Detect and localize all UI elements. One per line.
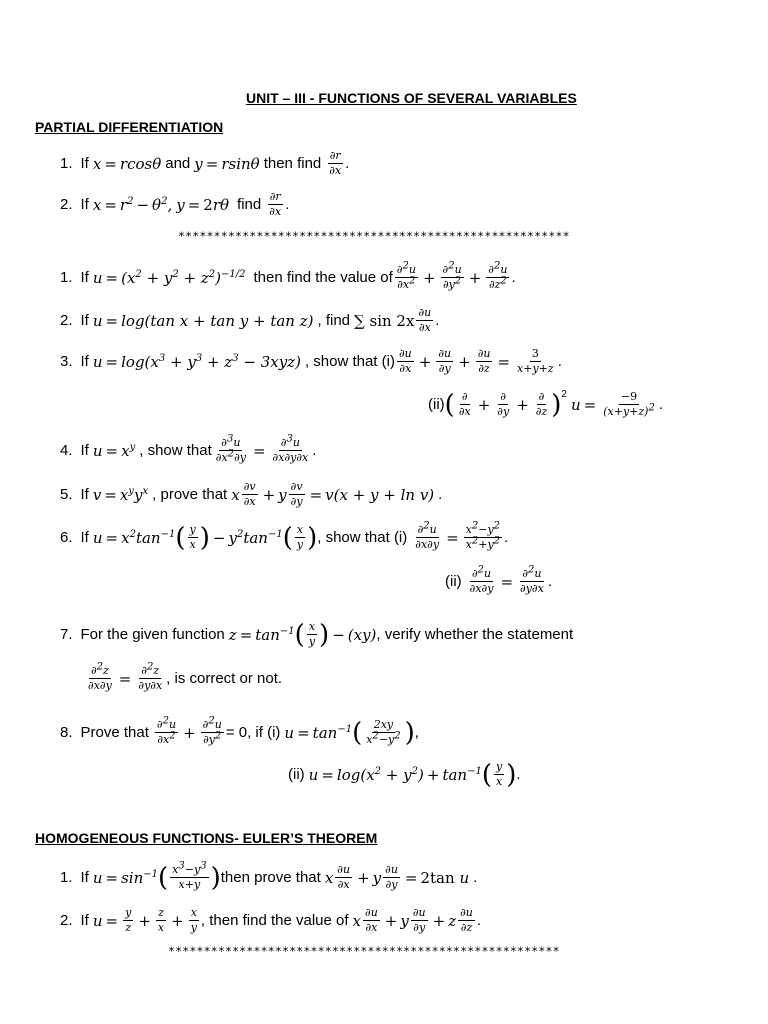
word-prove-that: , prove that: [152, 485, 228, 503]
question-number: 2.: [60, 311, 73, 329]
question-h1: 1. If u = $\sin^{-1}$ ( $\frac{x^3-y^3}{x+y}$ ) then prove that x $\frac{\partial u}{\partial x}$ + y $\frac{\partial u}{\partial y}$ = 2tan u .: [60, 860, 478, 893]
word-if-i: = 0, if (i): [225, 723, 281, 741]
question-number: 4.: [60, 441, 73, 459]
question-a2: 2. If x = $r^2$ − $\theta^2$, y = 2 rθ find $\frac{\partial r}{\partial x}$ .: [60, 190, 290, 218]
word-and: and: [165, 154, 191, 172]
label-ii: (ii): [445, 572, 462, 590]
fraction: $\frac{\partial r}{\partial x}$: [269, 190, 282, 218]
page-title: UNIT – III - FUNCTIONS OF SEVERAL VARIABLES: [246, 90, 577, 106]
question-7: 7. For the given function z = $\tan^{-1}$ ( $\frac{x}{y}$ ) − (xy) , verify whether the statement: [60, 619, 574, 650]
question-2: 2. If u = log(tan x + tan y + tan z) , find ∑ sin 2x $\frac{\partial u}{\partial x}$ .: [60, 306, 440, 334]
question-7-statement: $\frac{\partial^2z}{\partial x\partial y}$ = $\frac{\partial^2z}{\partial y\partial x}$ , is correct or not.: [88, 661, 283, 692]
separator-line: *******************************************************: [168, 944, 560, 958]
word-show-that: , show that (i): [304, 352, 395, 370]
question-5: 5. If v = $x^yy^x$ , prove that x $\frac{\partial v}{\partial x}$ + y $\frac{\partial v}{\partial y}$ = v(x + y + ln v) .: [60, 480, 443, 508]
question-number: 8.: [60, 723, 73, 741]
word-if: If: [80, 352, 89, 370]
question-4: 4. If u = $x^y$ , show that $\frac{\partial^3u}{\partial x^2\partial y}$ = $\frac{\partial^3u}{\partial x\partial y\partial x}$ .: [60, 433, 317, 464]
word-then-prove-that: then prove that: [220, 868, 321, 886]
word-then-find-value: , then find the value of: [200, 911, 349, 929]
word-prove-that: Prove that: [80, 723, 149, 741]
fraction: $\frac{\partial r}{\partial x}$: [329, 149, 342, 177]
question-number: 3.: [60, 352, 73, 370]
question-number: 1.: [60, 868, 73, 886]
label-ii: (ii): [428, 395, 445, 413]
question-number: 2.: [60, 911, 73, 929]
word-if: If: [80, 154, 89, 172]
question-8-part-ii: (ii) u = $\log(x^2 + y^2)$ + $\tan^{-1}$ ( $\frac{y}{x}$ ) .: [288, 759, 521, 790]
question-1: 1. If u = $(x^2 + y^2 + z^2)^{-1/2}$ then find the value of $\frac{\partial^2u}{\partial x^2}$ + $\frac{\partial^2u}{\partial y^2}$ + $\frac{\partial^2u}{\partial z^2}$ .: [60, 260, 516, 291]
question-number: 1.: [60, 268, 73, 286]
question-a1: 1. If x = rcosθ and y = rsinθ then find $\frac{\partial r}{\partial x}$ .: [60, 149, 350, 177]
question-number: 2.: [60, 195, 73, 213]
word-if: If: [80, 441, 89, 459]
question-number: 1.: [60, 154, 73, 172]
question-number: 6.: [60, 528, 73, 546]
word-show-that: , show that (i): [317, 528, 408, 546]
question-7-correct: , is correct or not.: [166, 669, 283, 687]
word-if: If: [80, 868, 89, 886]
word-then-find-value: then find the value of: [253, 268, 393, 286]
word-if: If: [80, 911, 89, 929]
question-7-verify: , verify whether the statement: [376, 625, 574, 643]
question-number: 5.: [60, 485, 73, 503]
word-show-that: , show that: [139, 441, 212, 459]
question-3-part-ii: (ii) ( $\frac{\partial}{\partial x}$ + $\frac{\partial}{\partial y}$ + $\frac{\partial}{\partial z}$ ) $^2$ u = $\frac{-9}{(x+y+z)^2}$ .: [428, 388, 664, 420]
word-if: If: [80, 311, 89, 329]
question-8: 8. Prove that $\frac{\partial^2u}{\partial x^2}$ + $\frac{\partial^2u}{\partial y^2}$ = 0, if (i) u = $\tan^{-1}$ ( $\frac{2xy}{x^2-y^2}$ ) ,: [60, 715, 419, 748]
question-3: 3. If u = $\log(x^3 + y^3 + z^3 - 3xyz)$ , show that (i) $\frac{\partial u}{\partial x}$ + $\frac{\partial u}{\partial y}$ + $\frac{\partial u}{\partial z}$ = $\frac{3}{x+y+z}$ .: [60, 347, 562, 375]
word-if: If: [80, 528, 89, 546]
question-7-text: For the given function: [80, 625, 225, 643]
separator-line: *******************************************************: [178, 229, 570, 243]
section-heading-partial: PARTIAL DIFFERENTIATION: [35, 119, 224, 135]
word-find: , find: [317, 311, 351, 329]
question-h2: 2. If u = $\frac{y}{z}$ + $\frac{z}{x}$ + $\frac{x}{y}$ , then find the value of x $\frac{\partial u}{\partial x}$ + y $\frac{\partial u}{\partial y}$ + z $\frac{\partial u}{\partial z}$ .: [60, 906, 482, 934]
word-if: If: [80, 268, 89, 286]
word-if: If: [80, 195, 89, 213]
section-heading-homogeneous: HOMOGENEOUS FUNCTIONS- EULER’S THEOREM: [35, 830, 378, 846]
word-then-find: then find: [263, 154, 322, 172]
word-if: If: [80, 485, 89, 503]
label-ii: (ii): [288, 765, 305, 783]
word-find: find: [237, 195, 262, 213]
question-number: 7.: [60, 625, 73, 643]
question-6: 6. If u = $x^2\tan^{-1}$ ( $\frac{y}{x}$ ) − $y^2\tan^{-1}$ ( $\frac{x}{y}$ ) , show that (i) $\frac{\partial^2u}{\partial x\partial y}$ = $\frac{x^2-y^2}{x^2+y^2}$ .: [60, 520, 509, 553]
question-6-part-ii: (ii) $\frac{\partial^2u}{\partial x\partial y}$ = $\frac{\partial^2u}{\partial y\partial x}$ .: [445, 564, 552, 595]
